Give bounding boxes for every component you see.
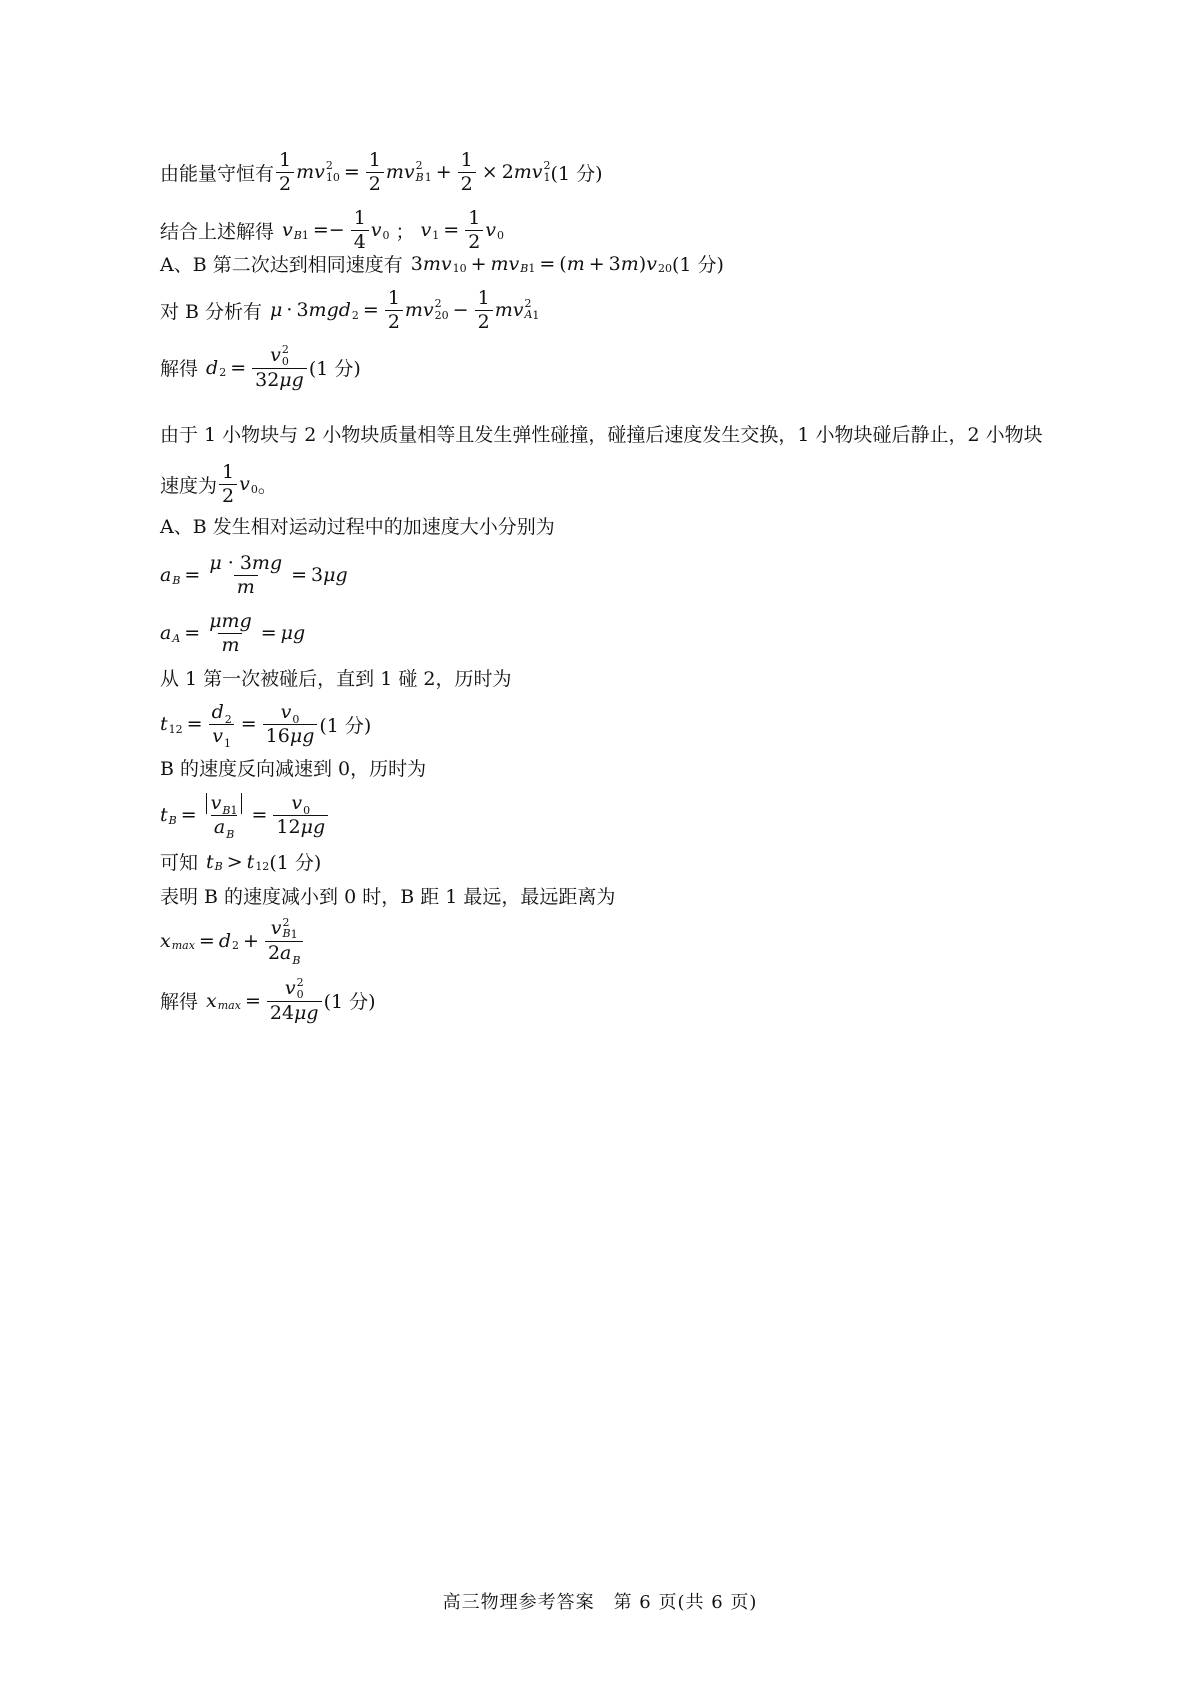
fraction: $\frac{1}{2}$ [276, 150, 294, 195]
comparison-tB-t12: 可知 t B > t 12 (1 分) [160, 848, 321, 875]
score-note: (1 分) [550, 162, 603, 185]
score-note: (1 分) [671, 254, 724, 276]
fraction: $\frac{1}{2}$ [219, 462, 237, 507]
line-prefix: A、B 第二次达到相同速度有 [160, 254, 403, 276]
line-prefix: 解得 [160, 358, 199, 381]
fraction: $\frac{1}{2}$ [465, 208, 483, 253]
max-distance-formula: x max = d 2 + v 2 B1 $2a_B$ [160, 918, 305, 964]
score-note: (1 分) [269, 852, 322, 874]
fraction: $\frac{1}{2}$ [385, 288, 403, 333]
line-prefix: 由能量守恒有 [160, 162, 275, 185]
fraction: $\frac{1}{2}$ [366, 150, 384, 195]
line-prefix: 速度为 [160, 474, 218, 497]
page-footer: 高三物理参考答案 第 6 页(共 6 页) [442, 1592, 758, 1613]
fraction: $\frac{1}{4}$ [351, 208, 369, 253]
line-prefix: 解得 [160, 991, 199, 1014]
fraction: $\frac{v_0}{16\mu g}$ [263, 702, 318, 747]
fraction: $\frac{d_2}{v_1}$ [209, 702, 235, 747]
time-t12: t 12 = $\frac{d_2}{v_1}$ = $\frac{v_0}{16\mu g}$ (1 分) [160, 701, 372, 750]
fraction: v 2 0 24μg [267, 978, 322, 1024]
energy-conservation-equation: 由能量守恒有 $\frac{1}{2}$ mv 2 10 = $\frac{1}{2}$ mv 2 B 1 + $\frac{1}{2}$ × 2 mv 2 1 (1 分) [160, 149, 603, 195]
fraction: $\frac{\text{μmg}}{m}$ [209, 610, 252, 656]
solution-vB1-v1: 结合上述解得 v B1 =− $\frac{1}{4}$ v 0 ； v 1 = $\frac{1}{2}$ v 0 [160, 207, 505, 253]
time-intro-tB: B 的速度反向减速到 0，历时为 [160, 758, 427, 780]
momentum-equation: A、B 第二次达到相同速度有 3 mv 10 + mv B1 = ( m + 3 m ) v 20 (1 分) [160, 250, 724, 277]
line-prefix: 可知 [160, 852, 199, 874]
work-energy-B: 对 B 分析有 μ · 3 mgd 2 = $\frac{1}{2}$ mv 2 20 − $\frac{1}{2}$ mv 2 A1 [160, 287, 540, 333]
collision-explanation: 由于 1 小物块与 2 小物块质量相等且发生弹性碰撞，碰撞后速度发生交换，1 小物块碰后静止，2 小物块 [160, 424, 1043, 446]
line-suffix: 。 [257, 474, 277, 497]
fraction: $\frac{v_0}{12\mu g}$ [273, 793, 328, 838]
velocity-statement: 速度为 $\frac{1}{2}$ v 0 。 [160, 461, 277, 507]
fraction: $\frac{1}{2}$ [475, 288, 493, 333]
score-note: (1 分) [323, 991, 376, 1014]
time-intro-t12: 从 1 第一次被碰后，直到 1 碰 2，历时为 [160, 668, 512, 690]
max-distance-intro: 表明 B 的速度减小到 0 时，B 距 1 最远，最远距离为 [160, 886, 616, 908]
fraction: $\frac{1}{2}$ [458, 150, 476, 195]
score-note: (1 分) [319, 714, 372, 737]
fraction: v 2 0 32μg [252, 345, 307, 391]
fraction: v 2 B1 $2a_B$ [265, 918, 304, 964]
solution-d2: 解得 d 2 = v 2 0 32μg (1 分) [160, 343, 361, 391]
max-distance-solution: 解得 x max = v 2 0 24μg (1 分) [160, 976, 376, 1024]
time-tB: t B = $\frac{v_{B1}}{a_B}$ = $\frac{v_0}{12\mu g}$ [160, 793, 330, 838]
fraction: $\frac{\mu \cdot 3mg}{m}$ [209, 552, 283, 598]
acceleration-intro: A、B 发生相对运动过程中的加速度大小分别为 [160, 516, 555, 538]
acceleration-aA: a A = $\frac{\text{μmg}}{m}$ = μg [160, 610, 306, 656]
score-note: (1 分) [308, 358, 361, 381]
acceleration-aB: a B = $\frac{\mu \cdot 3mg}{m}$ = 3 μg [160, 552, 348, 598]
line-prefix: 对 B 分析有 [160, 300, 263, 323]
line-prefix: 结合上述解得 [160, 220, 275, 243]
fraction: $\frac{v_{B1}}{a_B}$ [203, 793, 246, 838]
